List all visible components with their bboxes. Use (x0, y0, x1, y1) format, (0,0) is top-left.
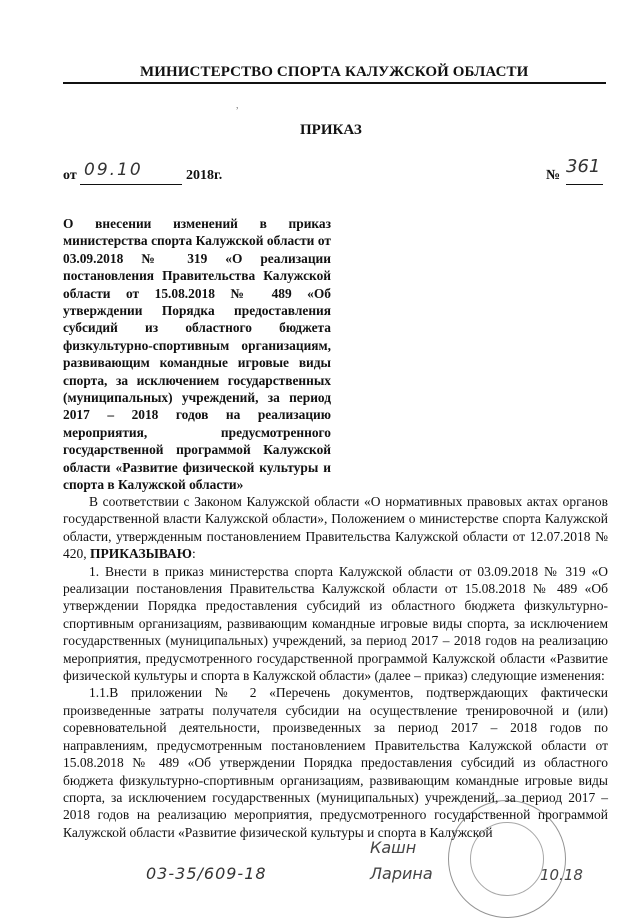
document-type: ПРИКАЗ (300, 122, 362, 138)
order-subject: О внесении изменений в приказ министерства спорта Калужской области от 03.09.2018 № 319 «О реализации постановления Правительства Калужской области от 15.08.2018 № 489 «Об утверждении Порядка предоставления субсидий из областного бюджета физкультурно-спортивным организациям, развивающим командные игровые виды спорта, за исключением государственных (муниципальных) учреждений, за период 2017 – 2018 годов на реализацию мероприятия, предусмотренного государственной программой Калужской области «Развитие физической культуры и спорта в Калужской области» (63, 216, 331, 493)
registration-number-handwritten: 03-35/609-18 (146, 864, 267, 883)
preamble-text: В соответствии с Законом Калужской области «О нормативных правовых актах органов государственной власти Калужской области», Положением о министерстве спорта Калужской области, утвержденным постановлением Правительства Калужской области от 12.07.2018 № 420, (63, 494, 608, 562)
signature-1: Кашн (370, 838, 417, 857)
date-handwritten: 09.10 (84, 160, 143, 180)
date-underline (80, 184, 182, 185)
clause-1-1: 1.1.В приложении № 2 «Перечень документов, подтверждающих фактически произведенные затраты получателя субсидии на осуществление тренировочной и (или) соревновательной деятельности, произведенных за период 2017 – 2018 годов по направлениям, предусмотренным постановлением Правительства Калужской области от 15.08.2018 № 489 «Об утверждении Порядка предоставления субсидий из областного бюджета физкультурно-спортивным организациям, развивающим командные игровые виды спорта, за исключением государственных (муниципальных) учреждений, за период 2017 – 2018 годов на реализацию мероприятия, предусмотренного государственной программой Калужской области «Развитие физической культуры и спорта в Калужской (63, 685, 608, 840)
preamble-end: : (191, 546, 196, 562)
orders-keyword: ПРИКАЗЫВАЮ (90, 546, 192, 562)
number-handwritten: 361 (566, 156, 601, 177)
preamble-paragraph (63, 493, 608, 563)
seal-stamp-inner (470, 822, 544, 896)
tick-mark: , (236, 100, 239, 111)
header-rule (63, 82, 606, 84)
signature-2: Ларина (370, 864, 433, 883)
order-body (63, 493, 608, 841)
ministry-title: МИНИСТЕРСТВО СПОРТА КАЛУЖСКОЙ ОБЛАСТИ (140, 64, 529, 80)
date-prefix: от (63, 168, 77, 183)
clause-1: 1. Внести в приказ министерства спорта Калужской области от 03.09.2018 № 319 «О реализации постановления Правительства Калужской области от 15.08.2018 № 489 «Об утверждении Порядка предоставления субсидий из областного бюджета физкультурно-спортивным организациям, развивающим командные игровые виды спорта, за исключением государственных (муниципальных) учреждений, за период 2017 – 2018 годов на реализацию мероприятия, предусмотренного государственной программой Калужской области «Развитие физической культуры и спорта в Калужской области» (далее – приказ) следующие изменения: (63, 563, 608, 684)
date-year: 2018г. (186, 168, 223, 183)
number-underline (566, 184, 603, 185)
number-label: № (546, 168, 561, 183)
signature-date: 10.18 (540, 866, 583, 884)
